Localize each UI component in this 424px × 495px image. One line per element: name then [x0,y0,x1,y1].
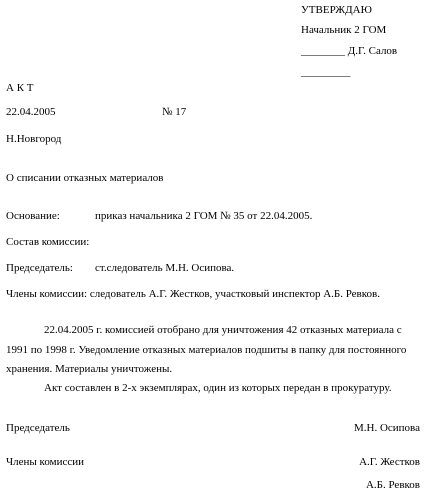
document-number: № 17 [162,106,187,118]
chairman-label: Председатель: [6,262,73,274]
document-subject: О списании отказных материалов [6,172,164,184]
basis-label: Основание: [6,210,60,222]
commission-composition: Состав комиссии: [6,236,90,248]
signature-member-1: А.Г. Жестков [359,456,420,468]
document-date: 22.04.2005 [6,106,56,118]
chairman-text: ст.следователь М.Н. Осипова. [95,262,235,274]
document-city: Н.Новгород [6,133,62,145]
body-line-1: 22.04.2005 г. комиссией отобрано для уничтожения 42 отказных материала с [44,324,402,336]
approval-position: Начальник 2 ГОМ [301,24,387,36]
signature-chairman-name: М.Н. Осипова [353,422,420,434]
members-line: Члены комиссии: следователь А.Г. Жестков, участковый инспектор А.Б. Ревков. [6,288,380,300]
document-type: А К Т [6,82,34,94]
signature-chairman-label: Председатель [6,422,70,434]
basis-text: приказ начальника 2 ГОМ № 35 от 22.04.2005. [95,210,313,222]
approval-signature: ________ Д.Г. Салов [301,45,398,57]
body-line-4: Акт составлен в 2-х экземплярах, один из которых передан в прокуратуру. [44,382,392,394]
approval-word: УТВЕРЖДАЮ [301,4,372,16]
approval-date-line: _________ [301,66,351,78]
signature-members-label: Члены комиссии [6,456,85,468]
body-line-2: 1991 по 1998 г. Уведомление отказных материалов подшиты в папку для постоянного [6,344,407,356]
signature-member-2: А.Б. Ревков [365,479,420,491]
body-line-3: хранения. Материалы уничтожены. [6,363,173,375]
